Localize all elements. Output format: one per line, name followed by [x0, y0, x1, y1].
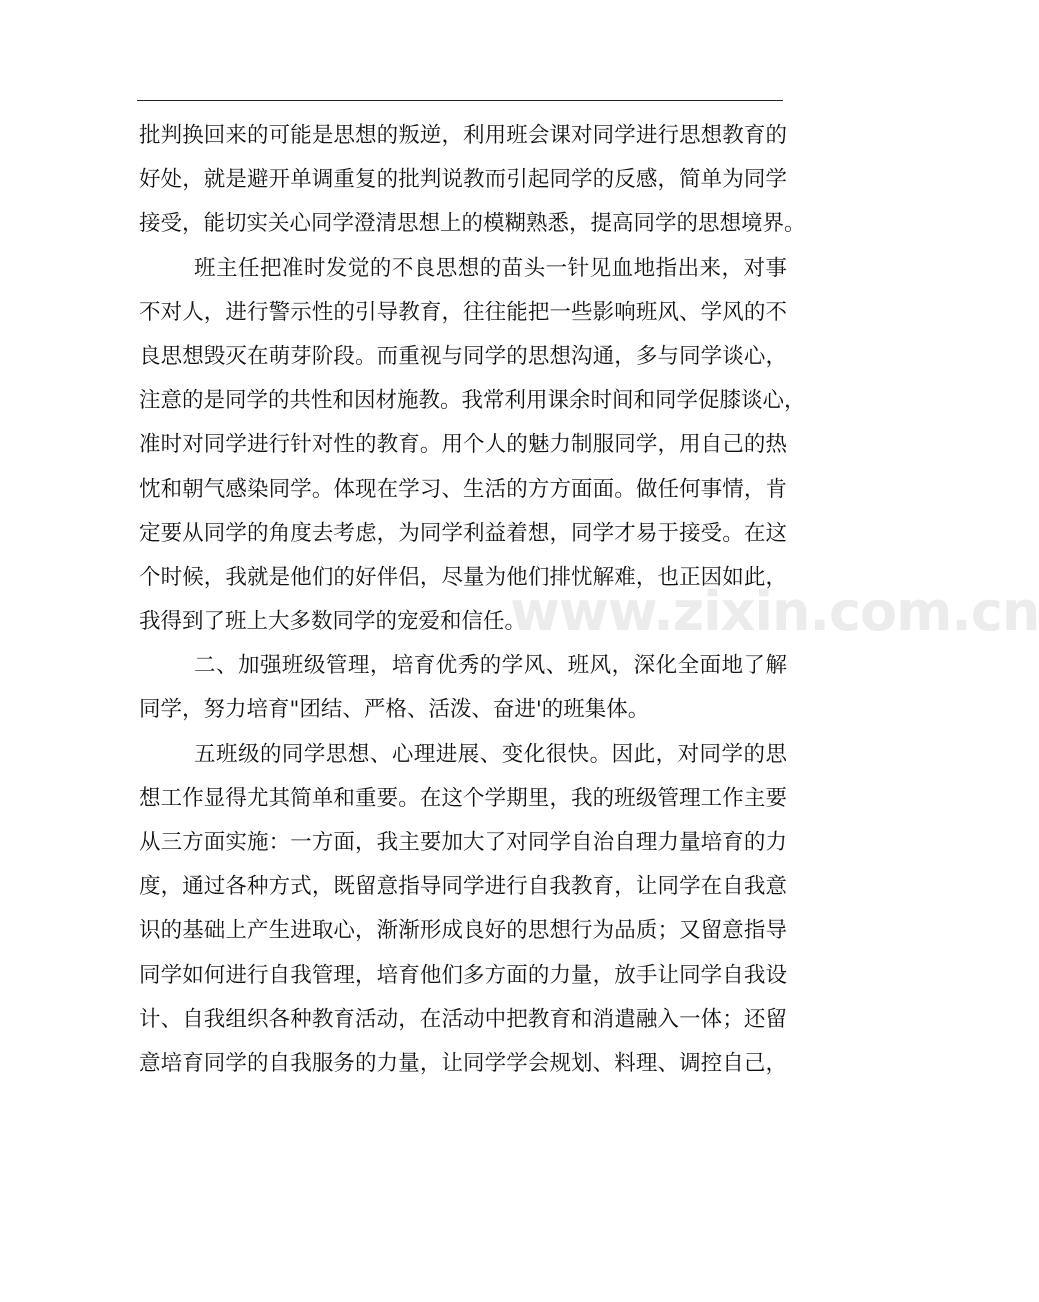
body-text: [139, 114, 1039, 1086]
paragraph-2: [139, 247, 806, 645]
text-line: 计、自我组织各种教育活动，在活动中把教育和消遣融入一体；还留: [139, 1006, 787, 1032]
text-line: 班主任把准时发觉的不良思想的苗头一针见血地指出来，对事: [194, 255, 787, 281]
text-line: 个时候，我就是他们的好伴侣，尽量为他们排忧解难，也正因如此，: [139, 564, 787, 590]
text-line: 良思想毁灭在萌芽阶段。而重视与同学的思想沟通，多与同学谈心，: [139, 343, 787, 369]
text-line: 同学，努力培育"团结、严格、活泼、奋进'的班集体。: [139, 697, 650, 723]
text-line: 想工作显得尤其简单和重要。在这个学期里，我的班级管理工作主要: [139, 785, 787, 811]
text-line: 注意的是同学的共性和因材施教。我常利用课余时间和同学促膝谈心，: [139, 388, 806, 414]
text-line: 准时对同学进行针对性的教育。用个人的魅力制服同学，用自己的热: [139, 432, 787, 458]
paragraph-1: [139, 114, 806, 247]
text-line: 忱和朝气感染同学。体现在学习、生活的方方面面。做任何事情，肯: [139, 476, 787, 502]
text-line: 意培育同学的自我服务的力量，让同学学会规划、料理、调控自己，: [139, 1050, 787, 1076]
header-rule: [137, 100, 783, 101]
text-line: 批判换回来的可能是思想的叛逆，利用班会课对同学进行思想教育的: [139, 123, 787, 148]
text-line: 五班级的同学思想、心理进展、变化很快。因此，对同学的思: [194, 741, 787, 767]
text-line: 接受，能切实关心同学澄清思想上的模糊熟悉，提高同学的思想境界。: [139, 211, 806, 237]
paragraph-4: [139, 733, 787, 1087]
text-line: 二、加强班级管理，培育优秀的学风、班风，深化全面地了解: [194, 653, 787, 679]
paragraph-3: [139, 644, 787, 732]
text-line: 度，通过各种方式，既留意指导同学进行自我教育，让同学在自我意: [139, 874, 787, 900]
watermark: www.zixin.com.cn: [510, 580, 1039, 643]
text-line: 同学如何进行自我管理，培育他们多方面的力量，放手让同学自我设: [139, 962, 787, 988]
text-line: 我得到了班上大多数同学的宠爱和信任。: [139, 609, 527, 635]
text-line: 好处，就是避开单调重复的批判说教而引起同学的反感，简单为同学: [139, 167, 787, 193]
text-line: 不对人，进行警示性的引导教育，往往能把一些影响班风、学风的不: [139, 299, 787, 325]
text-line: 定要从同学的角度去考虑，为同学利益着想，同学才易于接受。在这: [139, 520, 787, 546]
text-line: 从三方面实施：一方面，我主要加大了对同学自治自理力量培育的力: [139, 830, 787, 855]
text-line: 识的基础上产生进取心，渐渐形成良好的思想行为品质；又留意指导: [139, 918, 787, 944]
